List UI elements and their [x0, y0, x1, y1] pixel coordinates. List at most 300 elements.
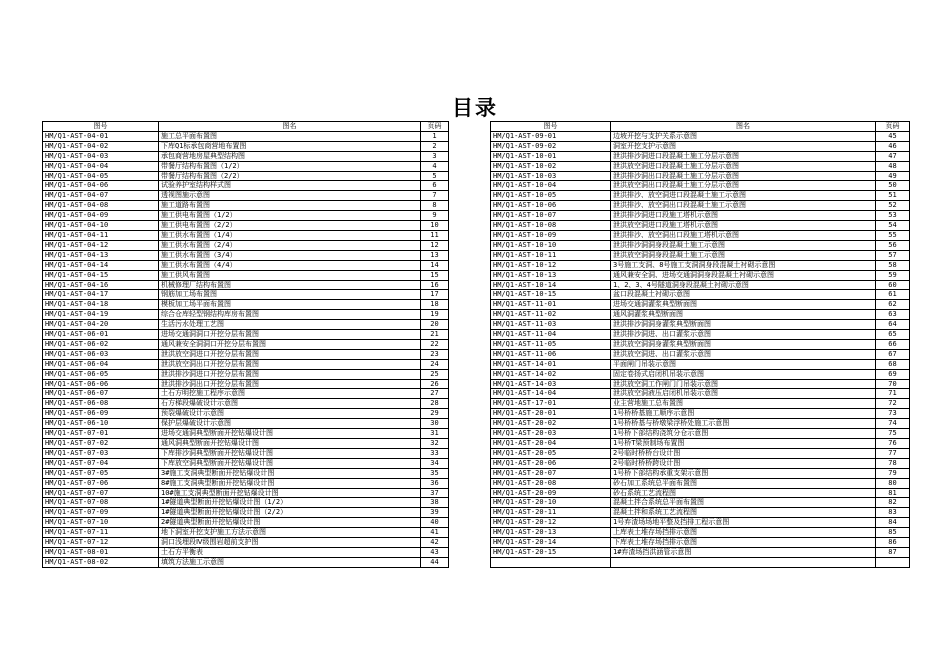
page-number-cell: 19 [421, 310, 449, 320]
drawing-code-cell: HM/Q1-AST-20-11 [491, 508, 611, 518]
drawing-code-cell: HM/Q1-AST-04-18 [43, 300, 159, 310]
header-page: 页码 [421, 122, 449, 132]
table-row [43, 409, 449, 419]
drawing-name-cell: 2号临时桥桥台设计图 [611, 448, 876, 458]
drawing-name-cell: 1#弃渣场挡洪涵管示意图 [611, 547, 876, 557]
drawing-code-cell: HM/Q1-AST-07-05 [43, 468, 159, 478]
drawing-code-cell: HM/Q1-AST-04-16 [43, 280, 159, 290]
drawing-code-cell: HM/Q1-AST-04-20 [43, 320, 159, 330]
drawing-code-cell: HM/Q1-AST-06-07 [43, 389, 159, 399]
drawing-code-cell: HM/Q1-AST-08-01 [43, 547, 159, 557]
drawing-code-cell: HM/Q1-AST-04-14 [43, 260, 159, 270]
page-number-cell: 49 [876, 171, 910, 181]
drawing-code-cell: HM/Q1-AST-09-02 [491, 141, 611, 151]
drawing-name-cell: 3号施工支洞、8号施工支洞洞身段混凝土衬砌示意图 [611, 260, 876, 270]
drawing-code-cell: HM/Q1-AST-06-04 [43, 359, 159, 369]
page-number-cell: 51 [876, 191, 910, 201]
drawing-code-cell: HM/Q1-AST-07-10 [43, 518, 159, 528]
drawing-code-cell: HM/Q1-AST-06-05 [43, 369, 159, 379]
drawing-code-cell: HM/Q1-AST-17-01 [491, 399, 611, 409]
drawing-code-cell: HM/Q1-AST-04-01 [43, 131, 159, 141]
drawing-name-cell: 边坡开挖与支护关系示意图 [611, 131, 876, 141]
page-number-cell: 47 [876, 151, 910, 161]
drawing-name-cell: 泄洪排沙洞出口段混凝土施工分层示意图 [611, 171, 876, 181]
drawing-name-cell: 施工供水布置图（1/4） [159, 230, 421, 240]
table-row [491, 528, 910, 538]
page-number-cell: 22 [421, 339, 449, 349]
page-number-cell: 75 [876, 429, 910, 439]
page-number-cell: 20 [421, 320, 449, 330]
table-row [491, 280, 910, 290]
drawing-name-cell: 3#施工支洞典型断面开挖钻爆设计图 [159, 468, 421, 478]
drawing-code-cell: HM/Q1-AST-10-10 [491, 240, 611, 250]
drawing-name-cell: 1号弃渣场场地平整及挡排工程示意图 [611, 518, 876, 528]
drawing-code-cell: HM/Q1-AST-07-09 [43, 508, 159, 518]
drawing-code-cell: HM/Q1-AST-20-06 [491, 458, 611, 468]
page-number-cell: 3 [421, 151, 449, 161]
table-row [491, 359, 910, 369]
drawing-name-cell: 施工总平面布置图 [159, 131, 421, 141]
drawing-name-cell: 混凝土拌合系统总平面布置图 [611, 498, 876, 508]
drawing-index-left [42, 121, 449, 568]
table-row [491, 468, 910, 478]
drawing-name-cell: 1号桥下部结构浇筑分仓示意图 [611, 429, 876, 439]
page-number-cell [876, 557, 910, 567]
page-number-cell: 67 [876, 349, 910, 359]
drawing-code-cell: HM/Q1-AST-04-15 [43, 270, 159, 280]
drawing-code-cell: HM/Q1-AST-20-09 [491, 488, 611, 498]
drawing-name-cell: 进场交通洞典型断面开挖钻爆设计图 [159, 429, 421, 439]
drawing-code-cell: HM/Q1-AST-11-03 [491, 320, 611, 330]
drawing-code-cell: HM/Q1-AST-07-12 [43, 538, 159, 548]
drawing-name-cell: 通风洞灌浆典型断面图 [611, 310, 876, 320]
drawing-name-cell: 施工供电布置图（1/2） [159, 211, 421, 221]
drawing-name-cell: 钢筋加工场布置图 [159, 290, 421, 300]
page-number-cell: 85 [876, 528, 910, 538]
table-row [491, 429, 910, 439]
page-number-cell: 37 [421, 488, 449, 498]
drawing-name-cell: 泄洪放空洞进、出口灌浆示意图 [611, 349, 876, 359]
drawing-name-cell: 泄洪放空洞洞身灌浆典型断面图 [611, 339, 876, 349]
page-number-cell: 13 [421, 250, 449, 260]
page-number-cell: 23 [421, 349, 449, 359]
table-row [491, 488, 910, 498]
drawing-name-cell: 10#施工支洞典型断面开挖钻爆设计图 [159, 488, 421, 498]
page-number-cell: 4 [421, 161, 449, 171]
table-row [491, 448, 910, 458]
table-row [43, 439, 449, 449]
drawing-code-cell: HM/Q1-AST-04-13 [43, 250, 159, 260]
table-row [43, 458, 449, 468]
drawing-code-cell: HM/Q1-AST-04-05 [43, 171, 159, 181]
drawing-name-cell: 施工供风布置图 [159, 270, 421, 280]
drawing-code-cell: HM/Q1-AST-20-07 [491, 468, 611, 478]
drawing-code-cell: HM/Q1-AST-06-10 [43, 419, 159, 429]
page-number-cell: 18 [421, 300, 449, 310]
drawing-code-cell: HM/Q1-AST-07-02 [43, 439, 159, 449]
table-row [491, 498, 910, 508]
page-number-cell: 59 [876, 270, 910, 280]
drawing-name-cell: 上库表土堆存场挡排示意图 [611, 528, 876, 538]
drawing-name-cell: 砂石系统工艺流程图 [611, 488, 876, 498]
drawing-code-cell: HM/Q1-AST-09-01 [491, 131, 611, 141]
page-number-cell: 11 [421, 230, 449, 240]
page-number-cell: 72 [876, 399, 910, 409]
page-number-cell: 50 [876, 181, 910, 191]
drawing-code-cell: HM/Q1-AST-04-10 [43, 221, 159, 231]
table-row [43, 389, 449, 399]
drawing-name-cell: 下库表土堆存场挡排示意图 [611, 538, 876, 548]
drawing-name-cell: 地下洞室开挖支护施工方法示意图 [159, 528, 421, 538]
page-number-cell: 38 [421, 498, 449, 508]
page-number-cell: 87 [876, 547, 910, 557]
drawing-name-cell: 施工道路布置图 [159, 201, 421, 211]
table-row [43, 330, 449, 340]
drawing-name-cell: 进场交通洞洞口开挖分层布置图 [159, 330, 421, 340]
page-number-cell: 39 [421, 508, 449, 518]
drawing-code-cell: HM/Q1-AST-20-14 [491, 538, 611, 548]
page-number-cell: 57 [876, 250, 910, 260]
drawing-name-cell: 泄洪排沙洞洞身段混凝土施工示意图 [611, 240, 876, 250]
page-number-cell: 25 [421, 369, 449, 379]
drawing-name-cell: 泄洪排沙洞进口段施工塔机示意图 [611, 211, 876, 221]
drawing-code-cell: HM/Q1-AST-06-06 [43, 379, 159, 389]
drawing-name-cell: 8#施工支洞典型断面开挖钻爆设计图 [159, 478, 421, 488]
table-row [43, 538, 449, 548]
page-number-cell: 10 [421, 221, 449, 231]
page-number-cell: 8 [421, 201, 449, 211]
drawing-name-cell: 1#隧道典型断面开挖钻爆设计图（1/2） [159, 498, 421, 508]
page-number-cell: 35 [421, 468, 449, 478]
drawing-code-cell: HM/Q1-AST-07-07 [43, 488, 159, 498]
drawing-code-cell: HM/Q1-AST-04-07 [43, 191, 159, 201]
drawing-name-cell: 砂石加工系统总平面布置图 [611, 478, 876, 488]
table-row [43, 240, 449, 250]
page-number-cell: 43 [421, 547, 449, 557]
table-row [491, 181, 910, 191]
drawing-code-cell: HM/Q1-AST-10-12 [491, 260, 611, 270]
drawing-name-cell: 带餐厅结构布置图（1/2） [159, 161, 421, 171]
page-number-cell: 17 [421, 290, 449, 300]
table-row [43, 419, 449, 429]
table-row [491, 211, 910, 221]
drawing-name-cell: 带餐厅结构布置图（2/2） [159, 171, 421, 181]
table-row [491, 339, 910, 349]
page-number-cell: 62 [876, 300, 910, 310]
drawing-code-cell: HM/Q1-AST-10-14 [491, 280, 611, 290]
table-row [491, 518, 910, 528]
table-row [491, 508, 910, 518]
page-number-cell: 28 [421, 399, 449, 409]
drawing-name-cell: 石方梯段爆破设计示意图 [159, 399, 421, 409]
drawing-name-cell: 生活污水处理工艺图 [159, 320, 421, 330]
page-number-cell: 82 [876, 498, 910, 508]
page-number-cell: 48 [876, 161, 910, 171]
page-number-cell: 46 [876, 141, 910, 151]
page-number-cell: 66 [876, 339, 910, 349]
page-number-cell: 52 [876, 201, 910, 211]
drawing-code-cell: HM/Q1-AST-10-05 [491, 191, 611, 201]
table-row [43, 300, 449, 310]
table-row [43, 181, 449, 191]
drawing-code-cell: HM/Q1-AST-06-03 [43, 349, 159, 359]
drawing-name-cell: 1#隧道典型断面开挖钻爆设计图（2/2） [159, 508, 421, 518]
drawing-code-cell: HM/Q1-AST-10-01 [491, 151, 611, 161]
page-number-cell: 31 [421, 429, 449, 439]
drawing-code-cell: HM/Q1-AST-20-12 [491, 518, 611, 528]
table-row [491, 439, 910, 449]
table-row [491, 538, 910, 548]
table-row [43, 161, 449, 171]
page-number-cell: 15 [421, 270, 449, 280]
table-row [43, 518, 449, 528]
drawing-code-cell: HM/Q1-AST-07-04 [43, 458, 159, 468]
drawing-name-cell: 1号桥桥基与桥墩梁浮桥处施工示意图 [611, 419, 876, 429]
page-title: 目录 [452, 96, 498, 120]
drawing-name-cell: 下库放空洞典型断面开挖钻爆设计图 [159, 458, 421, 468]
table-row [491, 419, 910, 429]
page-number-cell: 83 [876, 508, 910, 518]
page-number-cell: 14 [421, 260, 449, 270]
page-number-cell: 70 [876, 379, 910, 389]
drawing-code-cell: HM/Q1-AST-20-03 [491, 429, 611, 439]
page-number-cell: 76 [876, 439, 910, 449]
header-row [43, 122, 449, 132]
drawing-code-cell: HM/Q1-AST-07-01 [43, 429, 159, 439]
page-number-cell: 65 [876, 330, 910, 340]
page-number-cell: 61 [876, 290, 910, 300]
page-number-cell: 77 [876, 448, 910, 458]
drawing-index-right [490, 121, 910, 568]
drawing-code-cell: HM/Q1-AST-10-06 [491, 201, 611, 211]
header-code: 图号 [491, 122, 611, 132]
drawing-code-cell: HM/Q1-AST-11-04 [491, 330, 611, 340]
table-row [491, 201, 910, 211]
drawing-name-cell: 泄洪放空洞进口段混凝土施工分层示意图 [611, 161, 876, 171]
table-row [491, 310, 910, 320]
drawing-code-cell: HM/Q1-AST-06-08 [43, 399, 159, 409]
page-number-cell: 32 [421, 439, 449, 449]
drawing-code-cell: HM/Q1-AST-04-12 [43, 240, 159, 250]
table-row [491, 171, 910, 181]
table-row [491, 230, 910, 240]
drawing-name-cell: 保护层爆破设计示意图 [159, 419, 421, 429]
table-row [43, 151, 449, 161]
drawing-code-cell: HM/Q1-AST-10-09 [491, 230, 611, 240]
table-row [43, 290, 449, 300]
table-row [491, 389, 910, 399]
page-number-cell: 53 [876, 211, 910, 221]
page-number-cell: 41 [421, 528, 449, 538]
page-number-cell: 30 [421, 419, 449, 429]
drawing-name-cell: 土石方平衡表 [159, 547, 421, 557]
drawing-code-cell: HM/Q1-AST-11-01 [491, 300, 611, 310]
drawing-code-cell: HM/Q1-AST-20-10 [491, 498, 611, 508]
drawing-code-cell: HM/Q1-AST-04-08 [43, 201, 159, 211]
page-number-cell: 5 [421, 171, 449, 181]
drawing-name-cell: 机械修理厂结构布置图 [159, 280, 421, 290]
drawing-code-cell: HM/Q1-AST-10-08 [491, 221, 611, 231]
table-row [43, 191, 449, 201]
drawing-name-cell: 下库Q1标承包商营地布置图 [159, 141, 421, 151]
table-row [491, 547, 910, 557]
drawing-name-cell: 1号桥下部结构承重支架示意图 [611, 468, 876, 478]
page-number-cell: 55 [876, 230, 910, 240]
header-code: 图号 [43, 122, 159, 132]
drawing-code-cell: HM/Q1-AST-11-05 [491, 339, 611, 349]
page-number-cell: 27 [421, 389, 449, 399]
table-row [491, 349, 910, 359]
drawing-name-cell: 预裂爆破设计示意图 [159, 409, 421, 419]
table-row [43, 557, 449, 567]
page-number-cell: 36 [421, 478, 449, 488]
drawing-code-cell: HM/Q1-AST-04-19 [43, 310, 159, 320]
drawing-name-cell: 洞口浅埋段Ⅳ级围岩超前支护图 [159, 538, 421, 548]
table-row [43, 448, 449, 458]
page-number-cell: 81 [876, 488, 910, 498]
page-number-cell: 26 [421, 379, 449, 389]
table-row [43, 310, 449, 320]
table-row [43, 349, 449, 359]
drawing-code-cell: HM/Q1-AST-10-07 [491, 211, 611, 221]
page-number-cell: 74 [876, 419, 910, 429]
table-row [491, 260, 910, 270]
drawing-code-cell: HM/Q1-AST-11-06 [491, 349, 611, 359]
table-row [491, 161, 910, 171]
drawing-name-cell: 泄洪排沙、放空洞进口段混凝土施工示意图 [611, 191, 876, 201]
drawing-code-cell: HM/Q1-AST-04-06 [43, 181, 159, 191]
table-row [491, 191, 910, 201]
drawing-name-cell: 施工供水布置图（4/4） [159, 260, 421, 270]
table-row [491, 131, 910, 141]
table-row [491, 240, 910, 250]
page-number-cell: 56 [876, 240, 910, 250]
table-row [43, 339, 449, 349]
table-row [43, 221, 449, 231]
drawing-name-cell: 泄洪排沙洞洞身灌浆典型断面图 [611, 320, 876, 330]
drawing-code-cell: HM/Q1-AST-06-02 [43, 339, 159, 349]
page-number-cell: 34 [421, 458, 449, 468]
drawing-name-cell: 泄洪排沙洞进、出口灌浆示意图 [611, 330, 876, 340]
page-number-cell: 24 [421, 359, 449, 369]
table-row [43, 379, 449, 389]
table-row [43, 320, 449, 330]
drawing-name-cell: 填筑方法施工示意图 [159, 557, 421, 567]
drawing-name-cell: 1号桥桥基施工顺序示意图 [611, 409, 876, 419]
drawing-code-cell: HM/Q1-AST-04-17 [43, 290, 159, 300]
drawing-code-cell: HM/Q1-AST-06-01 [43, 330, 159, 340]
table-row [491, 270, 910, 280]
table-row [491, 221, 910, 231]
table-row [491, 320, 910, 330]
header-page: 页码 [876, 122, 910, 132]
table-row [43, 250, 449, 260]
page-number-cell: 71 [876, 389, 910, 399]
page-number-cell: 21 [421, 330, 449, 340]
drawing-code-cell: HM/Q1-AST-07-11 [43, 528, 159, 538]
page-number-cell: 54 [876, 221, 910, 231]
drawing-code-cell: HM/Q1-AST-14-03 [491, 379, 611, 389]
page-number-cell: 86 [876, 538, 910, 548]
drawing-code-cell: HM/Q1-AST-10-04 [491, 181, 611, 191]
page-number-cell: 29 [421, 409, 449, 419]
table-row [491, 478, 910, 488]
drawing-name-cell: 泄洪放空洞出口开挖分层布置图 [159, 359, 421, 369]
drawing-name-cell: 泄洪放空洞出口段混凝土施工分层示意图 [611, 181, 876, 191]
drawing-code-cell: HM/Q1-AST-10-15 [491, 290, 611, 300]
table-row [491, 250, 910, 260]
drawing-code-cell: HM/Q1-AST-04-11 [43, 230, 159, 240]
page-number-cell: 40 [421, 518, 449, 528]
drawing-name-cell: 泄洪排沙洞进口段混凝土施工分层示意图 [611, 151, 876, 161]
drawing-code-cell: HM/Q1-AST-08-02 [43, 557, 159, 567]
drawing-name-cell: 综合仓库轻型钢结构库房布置图 [159, 310, 421, 320]
drawing-name-cell: 承包商营地房屋典型结构图 [159, 151, 421, 161]
drawing-name-cell: 施工供电布置图（2/2） [159, 221, 421, 231]
drawing-name-cell: 1号桥T梁预制场布置图 [611, 439, 876, 449]
table-row [491, 151, 910, 161]
page-number-cell: 80 [876, 478, 910, 488]
table-row [43, 141, 449, 151]
drawing-name-cell: 2号临时桥桥跨设计图 [611, 458, 876, 468]
table-row [491, 290, 910, 300]
page-number-cell: 16 [421, 280, 449, 290]
table-row [43, 270, 449, 280]
table-row [43, 488, 449, 498]
page-number-cell: 68 [876, 359, 910, 369]
table-row [43, 280, 449, 290]
table-row [43, 498, 449, 508]
drawing-code-cell: HM/Q1-AST-07-03 [43, 448, 159, 458]
drawing-code-cell: HM/Q1-AST-20-08 [491, 478, 611, 488]
header-name: 图名 [159, 122, 421, 132]
drawing-code-cell: HM/Q1-AST-14-04 [491, 389, 611, 399]
drawing-code-cell: HM/Q1-AST-20-01 [491, 409, 611, 419]
page-number-cell: 78 [876, 458, 910, 468]
drawing-code-cell: HM/Q1-AST-10-11 [491, 250, 611, 260]
page-number-cell: 73 [876, 409, 910, 419]
drawing-name-cell: 土石方明挖施工程序示意图 [159, 389, 421, 399]
table-row [491, 141, 910, 151]
table-row [43, 260, 449, 270]
table-row [43, 429, 449, 439]
drawing-name-cell: 泄洪排沙、放空洞出口段施工塔机示意图 [611, 230, 876, 240]
drawing-name-cell: 平面闸门吊装示意图 [611, 359, 876, 369]
drawing-name-cell: 1、2、3、4号隧道洞身段混凝土衬砌示意图 [611, 280, 876, 290]
page-number-cell: 79 [876, 468, 910, 478]
page-number-cell: 9 [421, 211, 449, 221]
drawing-name-cell: 泄洪放空洞工作闸门门吊装示意图 [611, 379, 876, 389]
drawing-code-cell: HM/Q1-AST-14-02 [491, 369, 611, 379]
drawing-name-cell: 施工供水布置图（2/4） [159, 240, 421, 250]
table-row [491, 399, 910, 409]
page-number-cell: 6 [421, 181, 449, 191]
table-row [43, 399, 449, 409]
drawing-name-cell: 混凝土拌和系统工艺流程图 [611, 508, 876, 518]
table-row [491, 409, 910, 419]
page-number-cell: 1 [421, 131, 449, 141]
drawing-name-cell: 通风洞典型断面开挖钻爆设计图 [159, 439, 421, 449]
drawing-name-cell: 泄洪排沙洞出口开挖分层布置图 [159, 379, 421, 389]
page-number-cell: 42 [421, 538, 449, 548]
drawing-name-cell: 泄洪排沙洞进口开挖分层布置图 [159, 369, 421, 379]
table-row [43, 230, 449, 240]
table-row [43, 131, 449, 141]
drawing-code-cell: HM/Q1-AST-07-06 [43, 478, 159, 488]
page-number-cell: 12 [421, 240, 449, 250]
drawing-code-cell: HM/Q1-AST-20-05 [491, 448, 611, 458]
drawing-code-cell: HM/Q1-AST-07-08 [43, 498, 159, 508]
